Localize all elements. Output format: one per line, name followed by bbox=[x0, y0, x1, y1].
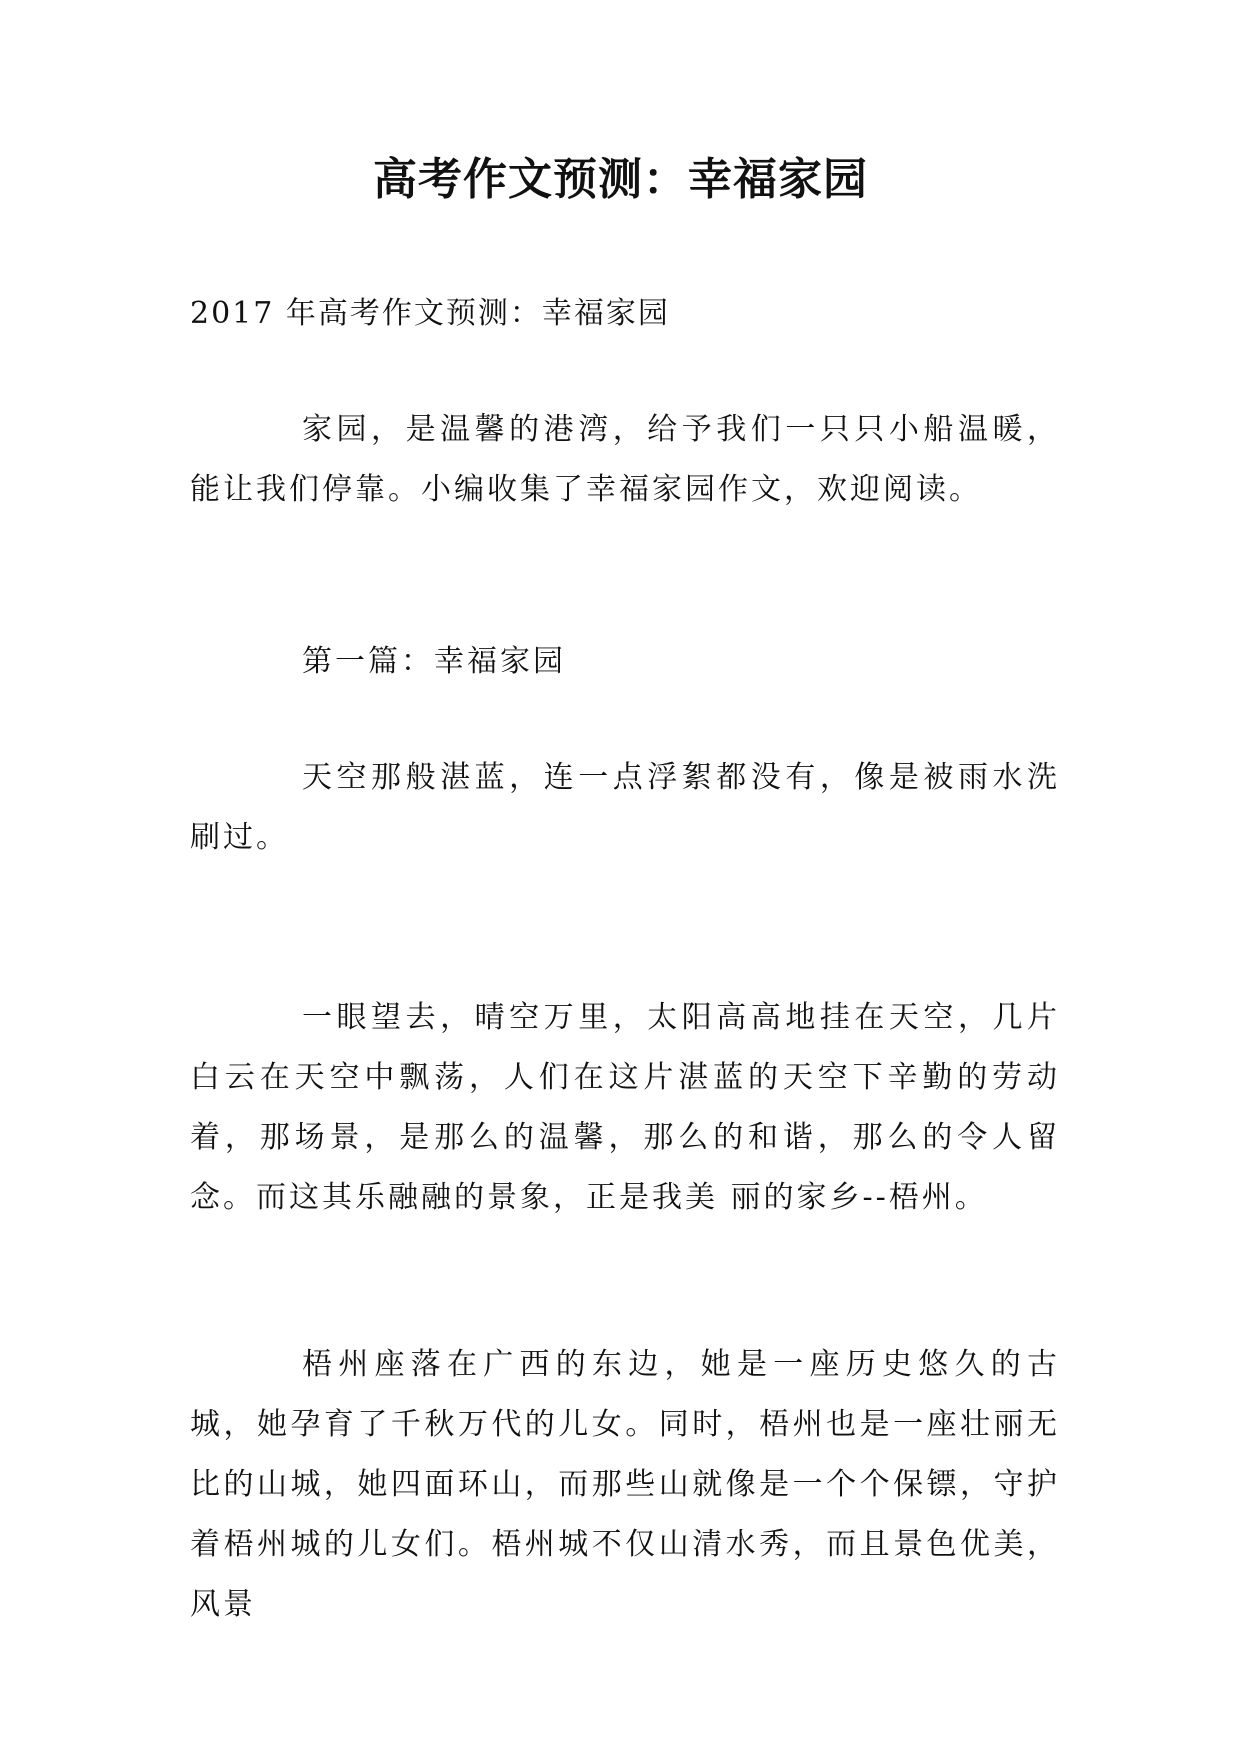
section-heading: 第一篇：幸福家园 bbox=[302, 644, 566, 679]
body-paragraph-1: 天空那般湛蓝，连一点浮絮都没有，像是被雨水洗刷过。 bbox=[190, 760, 1060, 855]
body-paragraph-2: 一眼望去，晴空万里，太阳高高地挂在天空，几片白云在天空中飘荡，人们在这片湛蓝的天空下辛勤的劳动着，那场景，是那么的温馨，那么的和谐，那么的令人留念。而这其乐融融的景象，正是我美 丽的家乡--梧州。 bbox=[190, 1000, 1060, 1215]
intro-paragraph: 家园，是温馨的港湾，给予我们一只只小船温暖，能让我们停靠。小编收集了幸福家园作文，欢迎阅读。 bbox=[190, 412, 1060, 507]
document-title: 高考作文预测：幸福家园 bbox=[373, 154, 868, 205]
body-paragraph-3: 梧州座落在广西的东边，她是一座历史悠久的古城，她孕育了千秋万代的儿女。同时，梧州也是一座壮丽无比的山城，她四面环山，而那些山就像是一个个保镖，守护着梧州城的儿女们。梧州城不仅山清水秀，而且景色优美，风景 bbox=[190, 1347, 1060, 1622]
document-subtitle: 2017 年高考作文预测：幸福家园 bbox=[190, 296, 670, 331]
